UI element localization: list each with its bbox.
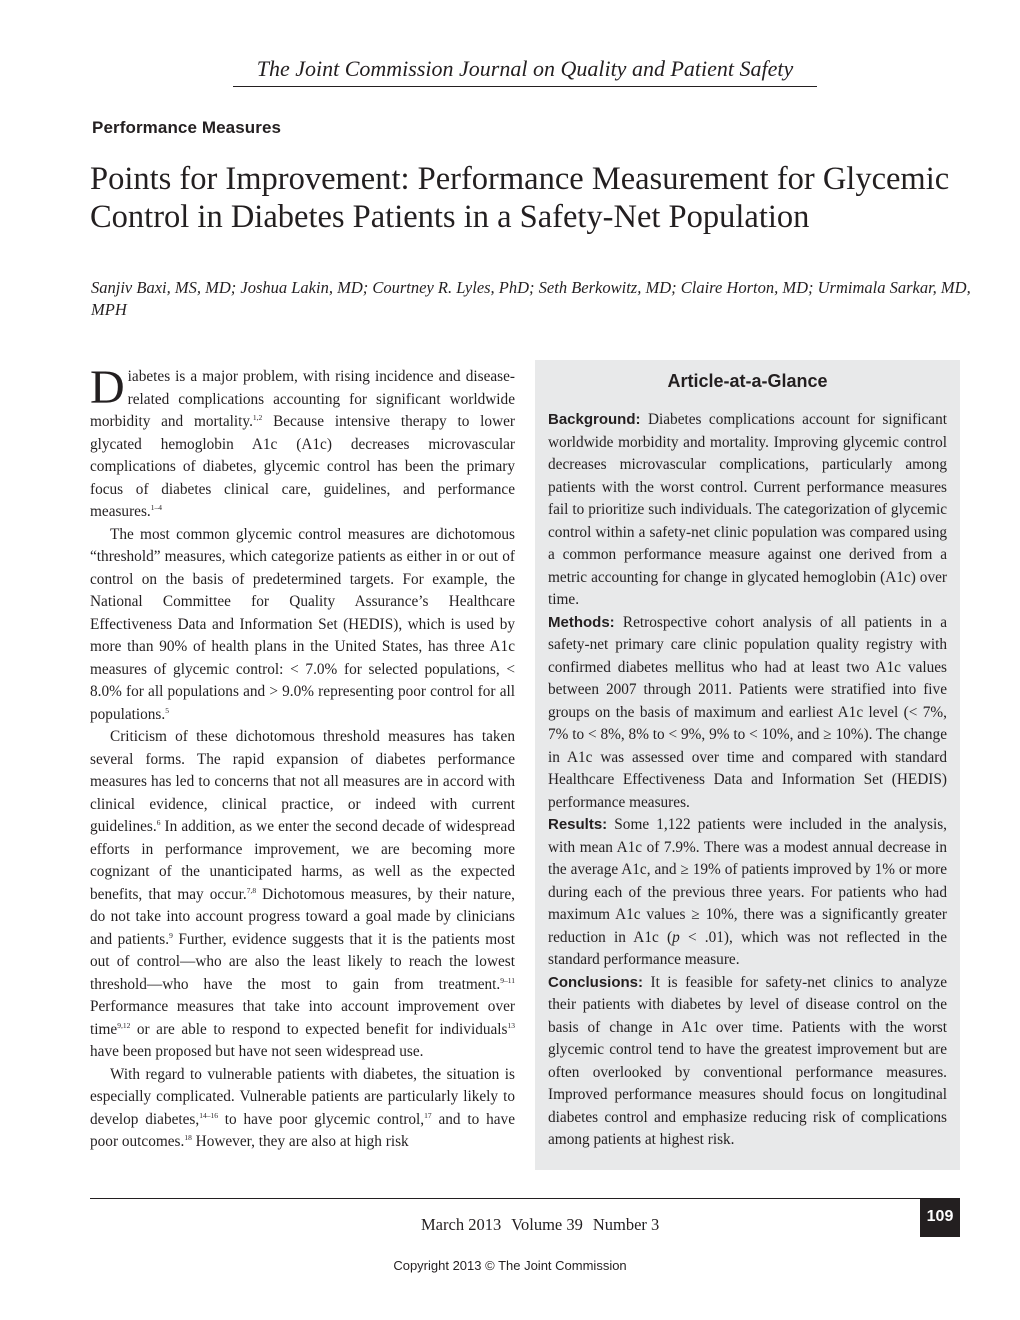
- citation: 1–4: [150, 502, 162, 512]
- glance-conclusions: Conclusions: It is feasible for safety-net clinics to analyze their patients with diabetes by level of disease control on the basis of change in A1c over time. Patients with the worst glycemic control tend to have the greatest improvement but are often overlooked by conventional performance measures. Improved performance measures should focus on longitudinal diabetes control and emphasize reducing risk of complications among patients at highest risk.: [548, 973, 947, 1148]
- citation: 1,2: [252, 412, 263, 422]
- citation: 13: [507, 1020, 515, 1030]
- drop-cap: D: [90, 361, 125, 414]
- citation: 6: [156, 817, 161, 827]
- glance-title: Article-at-a-Glance: [667, 371, 828, 391]
- body-text-column: [90, 361, 515, 1154]
- journal-header: The Joint Commission Journal on Quality and Patient Safety: [233, 52, 817, 87]
- page-number: 109: [920, 1198, 960, 1237]
- glance-methods: Methods: Retrospective cohort analysis of all patients in a safety-net primary care clinic population quality registry with confirmed diabetes mellitus who had at least two A1c values between 2007 through 2011. Patients were stratified into five groups on the basis of maximum and earliest A1c level (< 7%, 7% to < 8%, 8% to < 9%, 9% to < 10%, and ≥ 10%). The change in A1c was assessed over time and compared with standard Healthcare Effectiveness Data and Information Set (HEDIS) performance measures.: [548, 613, 947, 811]
- glance-background: Background: Diabetes complications account for significant worldwide morbidity and mortality. Improving glycemic control decreases microvascular complications, particularly among patients with the worst control. Current performance measures fail to prioritize such individuals. The categorization of glycemic control within a safety-net clinic population was compared using a common performance measure against one derived from a metric accounting for change in glycated hemoglobin (A1c) over time.: [548, 411, 947, 608]
- citation: 9,12: [117, 1020, 131, 1030]
- article-at-a-glance-box: [535, 360, 960, 1170]
- footer-divider: [90, 1198, 920, 1199]
- body-paragraph: Diabetes is a major problem, with rising incidence and disease-related complications accounting for significant worldwide morbidity and mortality.$^{1,2}$ Because intensive therapy to lower glycated hemoglobin A1c (A1c) decreases microvascular complications of diabetes, glycemic control has been the primary focus of diabetes clinical care, guidelines, and performance measures.$^{1-4}$: [90, 361, 515, 520]
- issue-info: [421, 1215, 669, 1235]
- citation: 7,8: [246, 885, 257, 895]
- body-paragraph: Criticism of these dichotomous threshold measures has taken several forms. The rapid expansion of diabetes performance measures has led to concerns that not all measures are in accord with clinical evidence, clinical practice, or indeed with current guidelines.$^6$ In addition, as we enter the second decade of widespread efforts in performance improvement, we are becoming more cognizant of the unanticipated harms, as well as the expected benefits, that may occur.$^{7,8}$ Dichotomous measures, by their nature, do not take into account progress toward a goal made by clinicians and patients.$^9$ Further, evidence suggests that it is the patients most out of control—who are also the least likely to reach the lowest threshold—who have the most to gain from treatment.$^{9-11}$ Performance measures that take into account improvement over time$^{9,12}$ or are able to respond to expected benefit for individuals$^{13}$ have been proposed but have not seen widespread use.: [90, 728, 515, 1060]
- article-title: Points for Improvement: Performance Measurement for Glycemic Control in Diabetes Patients in a Safety-Net Population: [90, 161, 950, 235]
- citation: 18: [184, 1132, 192, 1142]
- copyright-notice: Copyright 2013 © The Joint Commission: [393, 1258, 627, 1273]
- conclusions-label: Conclusions:: [548, 973, 644, 991]
- glance-results: Results: Some 1,122 patients were included in the analysis, with mean A1c of 7.9%. There was a modest annual decrease in the average A1c, and ≥ 19% of patients improved by 1% or more during each of the previous three years. For patients who had maximum A1c values ≥ 10%, there was a significantly greater reduction in A1c (p < .01), which was not reflected in the standard performance measure.: [548, 816, 947, 968]
- volume: Volume 39: [511, 1215, 583, 1234]
- citation: 9: [169, 930, 173, 940]
- citation: 5: [165, 705, 169, 715]
- background-label: Background:: [548, 411, 641, 428]
- author-list: Sanjiv Baxi, MS, MD; Joshua Lakin, MD; Courtney R. Lyles, PhD; Seth Berkowitz, MD; Claire Horton, MD; Urmimala Sarkar, MD, MPH: [91, 278, 971, 319]
- methods-label: Methods:: [548, 613, 615, 631]
- section-label: Performance Measures: [92, 118, 282, 137]
- results-label: Results:: [548, 816, 608, 833]
- issue-number: Number 3: [592, 1215, 660, 1234]
- issue-date: March 2013: [421, 1215, 502, 1234]
- citation: 14–16: [199, 1110, 218, 1120]
- body-paragraph: With regard to vulnerable patients with diabetes, the situation is especially complicated. Vulnerable patients are particularly likely to develop diabetes,$^{14-16}$ to have poor glycemic control,$^{17}$ and to have poor outcomes.$^{18}$ However, they are also at high risk: [90, 1065, 515, 1150]
- body-paragraph: The most common glycemic control measures are dichotomous “threshold” measures, which categorize patients as either in or out of control on the basis of predetermined targets. For example, the National Committee for Quality Assurance’s Healthcare Effectiveness Data and Information Set (HEDIS), which is used by more than 90% of health plans in the United States, has three A1c measures of glycemic control: < 7.0% for selected populations, < 8.0% for all populations and > 9.0% representing poor control for all populations.$^5$: [90, 525, 515, 723]
- citation: 17: [424, 1110, 432, 1120]
- citation: 9–11: [500, 975, 515, 985]
